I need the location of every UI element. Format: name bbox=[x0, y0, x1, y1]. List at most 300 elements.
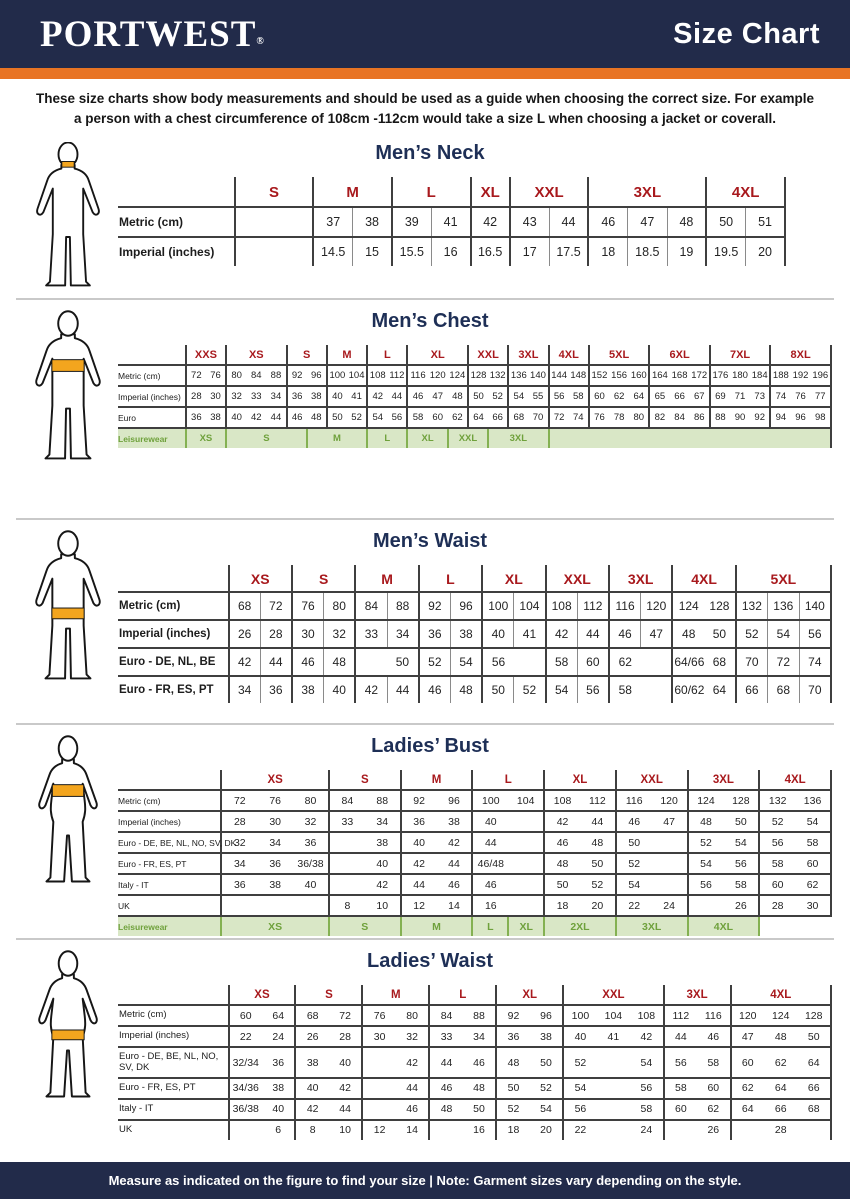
value-cell: 62 bbox=[609, 648, 641, 676]
value-cell: 52 bbox=[688, 832, 724, 853]
value-cell: 54 bbox=[367, 407, 387, 428]
size-group-header: XS bbox=[226, 345, 286, 365]
value-cell: 116 bbox=[609, 592, 641, 620]
size-group-header: XL bbox=[496, 985, 563, 1005]
leisure-cell: M bbox=[307, 428, 367, 448]
value-cell bbox=[597, 1099, 630, 1120]
leisure-cell: XS bbox=[221, 916, 329, 936]
value-cell: 56 bbox=[577, 676, 609, 703]
value-cell bbox=[641, 676, 673, 703]
value-cell: 32 bbox=[324, 620, 356, 648]
value-cell: 60 bbox=[731, 1047, 764, 1078]
value-cell: 116 bbox=[697, 1005, 730, 1026]
value-cell: 124 bbox=[672, 592, 704, 620]
size-group-header: XS bbox=[221, 770, 329, 790]
header-spacer bbox=[118, 985, 229, 1005]
value-cell: 128 bbox=[704, 592, 736, 620]
size-group-header: M bbox=[362, 985, 429, 1005]
value-cell: 74 bbox=[799, 648, 831, 676]
value-cell: 41 bbox=[597, 1026, 630, 1047]
value-cell: 17.5 bbox=[549, 237, 588, 266]
value-cell: 44 bbox=[580, 811, 616, 832]
row-label: Italy - IT bbox=[118, 874, 221, 895]
value-cell: 90 bbox=[730, 407, 750, 428]
value-cell: 132 bbox=[736, 592, 768, 620]
value-cell: 46 bbox=[419, 676, 451, 703]
value-cell: 124 bbox=[764, 1005, 797, 1026]
size-group-header: XL bbox=[471, 177, 510, 207]
value-cell: 58 bbox=[723, 874, 759, 895]
value-cell: 96 bbox=[530, 1005, 563, 1026]
value-cell: 28 bbox=[759, 895, 795, 916]
value-cell: 24 bbox=[262, 1026, 295, 1047]
size-group-header: 4XL bbox=[549, 345, 589, 365]
value-cell: 54 bbox=[723, 832, 759, 853]
value-cell: 58 bbox=[609, 676, 641, 703]
value-cell: 64 bbox=[731, 1099, 764, 1120]
intro-text bbox=[0, 79, 850, 132]
value-cell: 41 bbox=[514, 620, 546, 648]
value-cell bbox=[597, 1047, 630, 1078]
value-cell: 116 bbox=[407, 365, 427, 386]
value-cell: 20 bbox=[580, 895, 616, 916]
value-cell: 48 bbox=[544, 853, 580, 874]
value-cell: 92 bbox=[401, 790, 437, 811]
row-label: UK bbox=[118, 895, 221, 916]
value-cell: 54 bbox=[508, 386, 528, 407]
section-mens-chest bbox=[0, 300, 850, 518]
row-label: Metric (cm) bbox=[118, 790, 221, 811]
value-cell: 46 bbox=[697, 1026, 730, 1047]
value-cell: 40 bbox=[401, 832, 437, 853]
value-cell: 66 bbox=[797, 1078, 831, 1099]
value-cell bbox=[429, 1120, 462, 1140]
value-cell: 24 bbox=[652, 895, 688, 916]
value-cell: 108 bbox=[546, 592, 578, 620]
row-label: Euro - DE, NL, BE bbox=[118, 648, 229, 676]
value-cell: 62 bbox=[764, 1047, 797, 1078]
header-spacer bbox=[118, 565, 229, 592]
size-group-header: 6XL bbox=[649, 345, 709, 365]
leisure-cell: 4XL bbox=[688, 916, 760, 936]
value-cell: 42 bbox=[367, 386, 387, 407]
value-cell: 32 bbox=[293, 811, 329, 832]
value-cell: 74 bbox=[569, 407, 589, 428]
value-cell: 42 bbox=[246, 407, 266, 428]
value-cell: 64 bbox=[468, 407, 488, 428]
value-cell: 36 bbox=[186, 407, 206, 428]
row-label: Italy - IT bbox=[118, 1099, 229, 1120]
value-cell: 140 bbox=[528, 365, 548, 386]
size-group-header: XXL bbox=[563, 985, 663, 1005]
value-cell: 40 bbox=[295, 1078, 328, 1099]
value-cell: 42 bbox=[295, 1099, 328, 1120]
value-cell: 70 bbox=[736, 648, 768, 676]
value-cell: 55 bbox=[528, 386, 548, 407]
value-cell: 112 bbox=[580, 790, 616, 811]
value-cell: 48 bbox=[672, 620, 704, 648]
value-cell: 44 bbox=[329, 1099, 362, 1120]
value-cell: 44 bbox=[401, 874, 437, 895]
value-cell: 50 bbox=[463, 1099, 496, 1120]
value-cell: 72 bbox=[221, 790, 257, 811]
size-group-header: XXL bbox=[510, 177, 589, 207]
value-cell: 76 bbox=[790, 386, 810, 407]
size-group-header: 3XL bbox=[688, 770, 760, 790]
size-table bbox=[118, 565, 832, 703]
row-label: Euro - FR, ES, PT bbox=[118, 676, 229, 703]
value-cell: 44 bbox=[260, 648, 292, 676]
value-cell: 68 bbox=[797, 1099, 831, 1120]
value-cell bbox=[797, 1120, 831, 1140]
value-cell: 71 bbox=[730, 386, 750, 407]
size-group-header: 4XL bbox=[706, 177, 785, 207]
value-cell: 41 bbox=[347, 386, 367, 407]
value-cell: 56 bbox=[759, 832, 795, 853]
figure-male-neck bbox=[24, 142, 112, 299]
footer-bar bbox=[0, 1162, 850, 1199]
size-group-header: M bbox=[313, 177, 392, 207]
size-group-header: XL bbox=[544, 770, 616, 790]
value-cell: 92 bbox=[287, 365, 307, 386]
value-cell: 58 bbox=[569, 386, 589, 407]
value-cell: 36/38 bbox=[293, 853, 329, 874]
value-cell: 73 bbox=[750, 386, 770, 407]
value-cell bbox=[293, 895, 329, 916]
value-cell: 38 bbox=[206, 407, 226, 428]
size-table-mens-waist bbox=[118, 565, 832, 703]
value-cell: 70 bbox=[528, 407, 548, 428]
value-cell: 47 bbox=[731, 1026, 764, 1047]
figure-male-chest bbox=[24, 310, 112, 473]
value-cell: 88 bbox=[365, 790, 401, 811]
value-cell: 104 bbox=[347, 365, 367, 386]
value-cell: 34 bbox=[365, 811, 401, 832]
leisure-cell: 3XL bbox=[616, 916, 688, 936]
value-cell bbox=[508, 874, 544, 895]
section-title-mens-chest: Men’s Chest bbox=[371, 310, 489, 333]
value-cell: 46 bbox=[407, 386, 427, 407]
value-cell bbox=[508, 895, 544, 916]
value-cell: 43 bbox=[510, 207, 549, 237]
value-cell: 68 bbox=[767, 676, 799, 703]
size-group-header: L bbox=[367, 345, 407, 365]
row-label: Imperial (inches) bbox=[118, 1026, 229, 1047]
value-cell: 46 bbox=[396, 1099, 429, 1120]
value-cell: 14 bbox=[437, 895, 473, 916]
value-cell: 64 bbox=[797, 1047, 831, 1078]
value-cell: 48 bbox=[496, 1047, 529, 1078]
value-cell: 46 bbox=[429, 1078, 462, 1099]
value-cell: 38 bbox=[353, 207, 392, 237]
section-title-ladies-waist: Ladies’ Waist bbox=[367, 950, 493, 973]
value-cell: 28 bbox=[260, 620, 292, 648]
value-cell: 52 bbox=[616, 853, 652, 874]
value-cell: 28 bbox=[329, 1026, 362, 1047]
value-cell: 50 bbox=[468, 386, 488, 407]
value-cell: 52 bbox=[496, 1099, 529, 1120]
value-cell bbox=[235, 207, 274, 237]
value-cell: 52 bbox=[580, 874, 616, 895]
value-cell: 92 bbox=[496, 1005, 529, 1026]
value-cell: 50 bbox=[704, 620, 736, 648]
figure-female-waist bbox=[24, 950, 112, 1113]
size-table bbox=[118, 177, 786, 266]
value-cell: 28 bbox=[221, 811, 257, 832]
row-label: Euro - DE, BE, NL, NO, SV, DK bbox=[118, 1047, 229, 1078]
value-cell: 58 bbox=[759, 853, 795, 874]
value-cell: 56 bbox=[664, 1047, 697, 1078]
value-cell: 44 bbox=[266, 407, 286, 428]
value-cell: 54 bbox=[616, 874, 652, 895]
size-group-header: S bbox=[287, 345, 327, 365]
value-cell: 39 bbox=[392, 207, 431, 237]
value-cell: 100 bbox=[482, 592, 514, 620]
value-cell: 132 bbox=[759, 790, 795, 811]
size-group-header: L bbox=[419, 565, 482, 592]
value-cell bbox=[652, 853, 688, 874]
value-cell: 88 bbox=[463, 1005, 496, 1026]
size-group-header: 3XL bbox=[588, 177, 706, 207]
value-cell: 86 bbox=[690, 407, 710, 428]
value-cell: 58 bbox=[664, 1078, 697, 1099]
value-cell: 62 bbox=[609, 386, 629, 407]
header-spacer bbox=[118, 345, 186, 365]
value-cell: 112 bbox=[387, 365, 407, 386]
size-table-ladies-waist bbox=[118, 985, 832, 1140]
value-cell: 136 bbox=[508, 365, 528, 386]
value-cell: 67 bbox=[690, 386, 710, 407]
value-cell: 64 bbox=[629, 386, 649, 407]
value-cell: 54 bbox=[450, 648, 482, 676]
value-cell: 58 bbox=[407, 407, 427, 428]
value-cell: 54 bbox=[767, 620, 799, 648]
orange-accent-bar bbox=[0, 68, 850, 79]
registered-mark-icon: ® bbox=[256, 35, 265, 47]
value-cell: 50 bbox=[387, 648, 419, 676]
value-cell: 140 bbox=[799, 592, 831, 620]
value-cell: 44 bbox=[387, 386, 407, 407]
value-cell: 28 bbox=[186, 386, 206, 407]
value-cell bbox=[329, 832, 365, 853]
value-cell: 108 bbox=[544, 790, 580, 811]
value-cell: 46 bbox=[616, 811, 652, 832]
figure-female-bust bbox=[24, 735, 112, 898]
size-group-header: L bbox=[392, 177, 471, 207]
size-group-header: S bbox=[295, 985, 362, 1005]
value-cell: 54 bbox=[530, 1099, 563, 1120]
value-cell: 18 bbox=[544, 895, 580, 916]
value-cell: 48 bbox=[448, 386, 468, 407]
value-cell: 26 bbox=[697, 1120, 730, 1140]
value-cell: 80 bbox=[324, 592, 356, 620]
size-group-header: S bbox=[235, 177, 314, 207]
value-cell: 50 bbox=[482, 676, 514, 703]
value-cell: 18 bbox=[588, 237, 627, 266]
value-cell: 74 bbox=[770, 386, 790, 407]
row-label: Imperial (inches) bbox=[118, 620, 229, 648]
value-cell: 56 bbox=[723, 853, 759, 874]
size-group-header: XXL bbox=[546, 565, 609, 592]
value-cell: 88 bbox=[710, 407, 730, 428]
value-cell: 120 bbox=[731, 1005, 764, 1026]
value-cell: 42 bbox=[396, 1047, 429, 1078]
value-cell: 18.5 bbox=[628, 237, 667, 266]
neck-highlight-band bbox=[62, 162, 74, 168]
value-cell: 64 bbox=[262, 1005, 295, 1026]
value-cell: 38 bbox=[450, 620, 482, 648]
intro-line-2: a person with a chest circumference of 108cm -112cm would take a size L when choosing a jacket or coverall. bbox=[73, 110, 777, 126]
value-cell: 42 bbox=[630, 1026, 663, 1047]
value-cell: 78 bbox=[609, 407, 629, 428]
value-cell: 98 bbox=[811, 407, 831, 428]
value-cell: 56 bbox=[799, 620, 831, 648]
value-cell: 84 bbox=[246, 365, 266, 386]
value-cell: 128 bbox=[723, 790, 759, 811]
value-cell bbox=[664, 1120, 697, 1140]
value-cell: 46 bbox=[609, 620, 641, 648]
size-group-header: M bbox=[327, 345, 367, 365]
leisurewear-label: Leisurewear bbox=[118, 916, 221, 936]
value-cell: 80 bbox=[226, 365, 246, 386]
value-cell: 38 bbox=[437, 811, 473, 832]
value-cell: 84 bbox=[355, 592, 387, 620]
size-group-header: 4XL bbox=[672, 565, 735, 592]
value-cell: 47 bbox=[641, 620, 673, 648]
size-group-header: 3XL bbox=[664, 985, 731, 1005]
value-cell bbox=[362, 1047, 395, 1078]
value-cell: 54 bbox=[563, 1078, 596, 1099]
value-cell: 84 bbox=[429, 1005, 462, 1026]
value-cell: 80 bbox=[396, 1005, 429, 1026]
value-cell: 20 bbox=[746, 237, 785, 266]
value-cell: 44 bbox=[472, 832, 508, 853]
value-cell: 48 bbox=[307, 407, 327, 428]
value-cell: 76 bbox=[292, 592, 324, 620]
value-cell: 24 bbox=[630, 1120, 663, 1140]
bust-highlight-band bbox=[52, 785, 83, 797]
value-cell: 69 bbox=[710, 386, 730, 407]
value-cell: 40 bbox=[472, 811, 508, 832]
row-label: Metric (cm) bbox=[118, 1005, 229, 1026]
value-cell: 40 bbox=[365, 853, 401, 874]
value-cell: 60 bbox=[697, 1078, 730, 1099]
size-group-header: 3XL bbox=[609, 565, 672, 592]
value-cell: 30 bbox=[292, 620, 324, 648]
value-cell: 152 bbox=[589, 365, 609, 386]
value-cell: 30 bbox=[206, 386, 226, 407]
value-cell: 47 bbox=[428, 386, 448, 407]
leisure-filler bbox=[549, 428, 831, 448]
value-cell bbox=[329, 874, 365, 895]
size-group-header: L bbox=[429, 985, 496, 1005]
row-label: Imperial (inches) bbox=[118, 386, 186, 407]
row-label: Euro - FR, ES, PT bbox=[118, 853, 221, 874]
value-cell: 100 bbox=[327, 365, 347, 386]
value-cell: 34/36 bbox=[229, 1078, 262, 1099]
value-cell: 32 bbox=[396, 1026, 429, 1047]
value-cell: 15 bbox=[353, 237, 392, 266]
intro-line-1: These size charts show body measurements and should be used as a guide when choosing the correct size. For example bbox=[36, 91, 814, 106]
value-cell: 62 bbox=[697, 1099, 730, 1120]
value-cell: 44 bbox=[437, 853, 473, 874]
value-cell: 16.5 bbox=[471, 237, 510, 266]
value-cell: 76 bbox=[206, 365, 226, 386]
size-group-header: 5XL bbox=[736, 565, 831, 592]
size-group-header: 4XL bbox=[759, 770, 831, 790]
value-cell: 120 bbox=[641, 592, 673, 620]
value-cell: 48 bbox=[450, 676, 482, 703]
row-label: Metric (cm) bbox=[118, 592, 229, 620]
value-cell bbox=[652, 832, 688, 853]
leisure-cell: S bbox=[329, 916, 401, 936]
size-group-header: L bbox=[472, 770, 544, 790]
value-cell: 48 bbox=[764, 1026, 797, 1047]
value-cell: 40 bbox=[329, 1047, 362, 1078]
leisure-cell: XXL bbox=[448, 428, 488, 448]
value-cell: 64 bbox=[764, 1078, 797, 1099]
size-group-header: M bbox=[355, 565, 418, 592]
value-cell: 64 bbox=[704, 676, 736, 703]
value-cell: 50 bbox=[496, 1078, 529, 1099]
value-cell: 160 bbox=[629, 365, 649, 386]
size-group-header: 5XL bbox=[589, 345, 649, 365]
value-cell: 60 bbox=[589, 386, 609, 407]
value-cell: 144 bbox=[549, 365, 569, 386]
value-cell: 72 bbox=[767, 648, 799, 676]
value-cell: 88 bbox=[266, 365, 286, 386]
value-cell bbox=[688, 895, 724, 916]
value-cell: 38 bbox=[262, 1078, 295, 1099]
value-cell: 68 bbox=[704, 648, 736, 676]
value-cell: 44 bbox=[549, 207, 588, 237]
value-cell: 40 bbox=[482, 620, 514, 648]
size-group-header: 3XL bbox=[508, 345, 548, 365]
size-group-header: 8XL bbox=[770, 345, 831, 365]
row-label: Imperial (inches) bbox=[118, 237, 235, 266]
value-cell: 56 bbox=[549, 386, 569, 407]
value-cell: 56 bbox=[387, 407, 407, 428]
section-mens-waist bbox=[0, 520, 850, 723]
value-cell: 26 bbox=[229, 620, 261, 648]
value-cell: 47 bbox=[628, 207, 667, 237]
value-cell: 48 bbox=[429, 1099, 462, 1120]
value-cell bbox=[274, 207, 313, 237]
value-cell: 72 bbox=[186, 365, 206, 386]
value-cell: 33 bbox=[246, 386, 266, 407]
value-cell: 84 bbox=[670, 407, 690, 428]
value-cell: 68 bbox=[295, 1005, 328, 1026]
value-cell: 62 bbox=[731, 1078, 764, 1099]
value-cell: 26 bbox=[723, 895, 759, 916]
value-cell: 6 bbox=[262, 1120, 295, 1140]
value-cell: 37 bbox=[313, 207, 352, 237]
value-cell: 44 bbox=[577, 620, 609, 648]
value-cell: 60 bbox=[664, 1099, 697, 1120]
value-cell: 33 bbox=[355, 620, 387, 648]
size-table-mens-neck bbox=[118, 177, 786, 266]
header-bar bbox=[0, 0, 850, 68]
size-table-mens-chest bbox=[118, 345, 832, 448]
size-group-header: XL bbox=[407, 345, 467, 365]
value-cell: 36 bbox=[293, 832, 329, 853]
row-label: Euro - DE, BE, NL, NO, SV, DK bbox=[118, 832, 221, 853]
leisure-cell: M bbox=[401, 916, 473, 936]
value-cell: 12 bbox=[401, 895, 437, 916]
value-cell bbox=[508, 853, 544, 874]
value-cell: 42 bbox=[544, 811, 580, 832]
value-cell: 15.5 bbox=[392, 237, 431, 266]
